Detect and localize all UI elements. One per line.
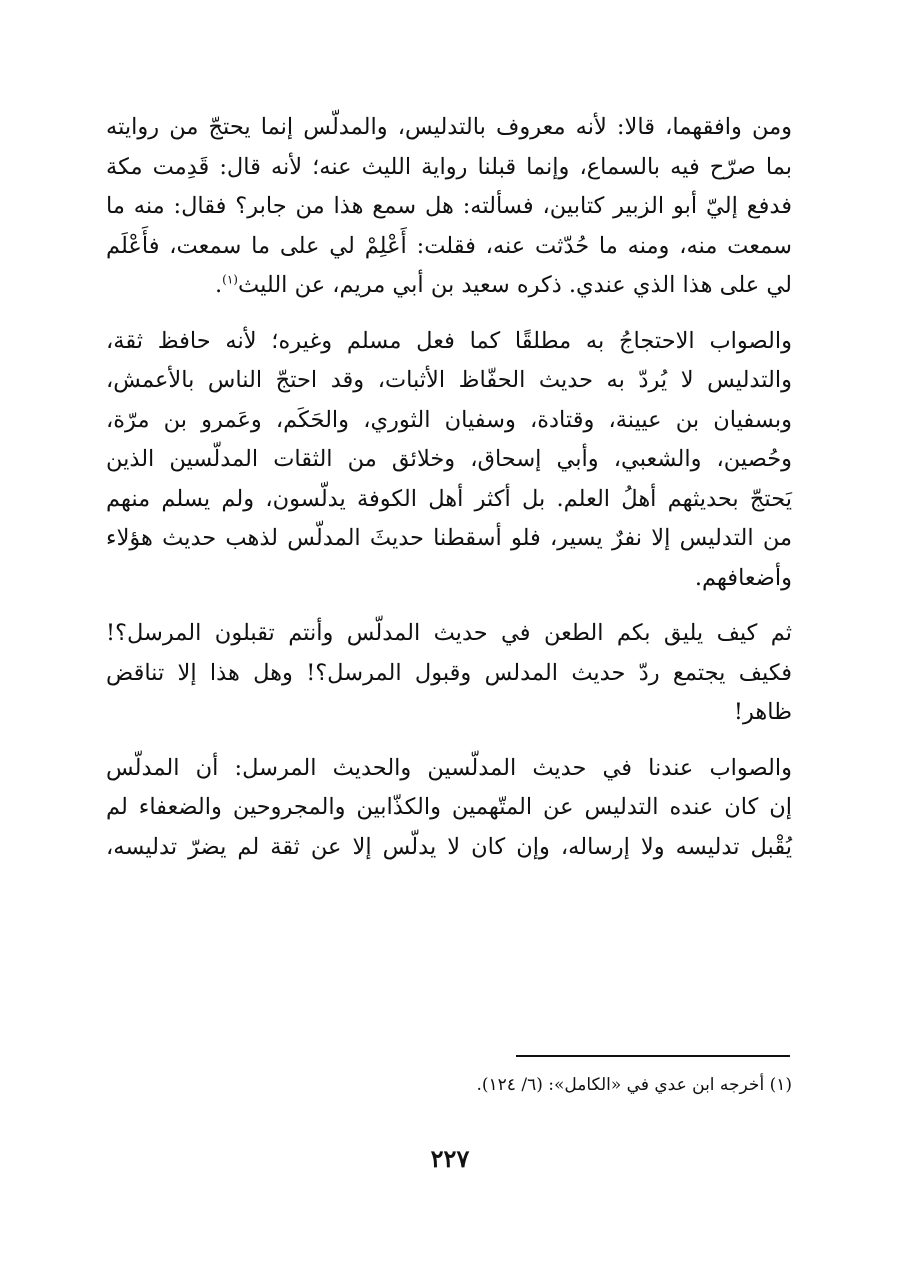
paragraph-2 bbox=[106, 322, 792, 599]
page-number: ٢٢٧ bbox=[430, 1144, 470, 1173]
footnote-divider bbox=[516, 1055, 790, 1057]
footnote-text: أخرجه ابن عدي في «الكامل»: (٦/ ١٢٤). bbox=[476, 1075, 765, 1095]
text-line: والتدليس لا يُردّ به حديث الحفّاظ الأثبات، وقد احتجّ الناس بالأعمش، bbox=[106, 367, 792, 393]
text-line: وبسفيان بن عيينة، وقتادة، وسفيان الثوري، والحَكَم، وعَمرو بن مرّة، bbox=[106, 406, 792, 433]
text-line: يُقْبل تدليسه ولا إرساله، وإن كان لا يدلّس إلا عن ثقة لم يضرّ تدليسه، bbox=[106, 833, 792, 860]
text-line: سمعت منه، ومنه ما حُدّثت عنه، فقلت: أَعْلِمْ لي على ما سمعت، فأَعْلَم bbox=[106, 232, 792, 259]
text-line: وحُصين، والشعبي، وأبي إسحاق، وخلائق من الثقات المدلّسين الذين bbox=[106, 446, 792, 472]
main-text bbox=[106, 108, 792, 867]
text-line: ظاهر! bbox=[733, 699, 792, 725]
text-line: وأضعافهم. bbox=[694, 564, 792, 591]
text-line: والصواب الاحتجاجُ به مطلقًا كما فعل مسلم وغيره؛ لأنه حافظ ثقة، bbox=[106, 327, 792, 354]
text-line: والصواب عندنا في حديث المدلّسين والحديث المرسل: أن المدلّس bbox=[106, 754, 792, 781]
text-line: ومن وافقهما، قالا: لأنه معروف بالتدليس، والمدلّس إنما يحتجّ من روايته bbox=[106, 114, 792, 140]
text-line: من التدليس إلا نفرٌ يسير، فلو أسقطنا حديثَ المدلّس لذهب حديث هؤلاء bbox=[106, 525, 792, 551]
paragraph-4 bbox=[106, 749, 792, 868]
footnote-reference[interactable]: (١) bbox=[222, 272, 238, 287]
footnote bbox=[106, 1070, 792, 1100]
text-line: إن كان عنده التدليس عن المتّهمين والكذّابين والمجروحين والضعفاء لم bbox=[106, 794, 792, 820]
text-line bbox=[106, 266, 792, 306]
text-line: فدفع إليّ أبو الزبير كتابين، فسألته: هل سمع هذا من جابر؟ فقال: منه ما bbox=[106, 193, 792, 219]
text-line: فكيف يجتمع ردّ حديث المدلس وقبول المرسل؟! وهل هذا إلا تناقض bbox=[106, 659, 792, 686]
sentence-end: . bbox=[215, 272, 223, 298]
paragraph-3 bbox=[106, 614, 792, 733]
text-line-content: لي على هذا الذي عندي. ذكره سعيد بن أبي مريم، عن الليث bbox=[237, 272, 792, 298]
paragraph-1 bbox=[106, 108, 792, 306]
text-line: بما صرّح فيه بالسماع، وإنما قبلنا رواية الليث عنه؛ لأنه قال: قَدِمت مكة bbox=[106, 153, 792, 180]
footnote-marker: (١) bbox=[769, 1075, 792, 1095]
text-line: ثم كيف يليق بكم الطعن في حديث المدلّس وأنتم تقبلون المرسل؟! bbox=[106, 620, 792, 646]
text-line: يَحتجّ بحديثهم أهلُ العلم. بل أكثر أهل الكوفة يدلّسون، ولم يسلم منهم bbox=[106, 485, 792, 512]
